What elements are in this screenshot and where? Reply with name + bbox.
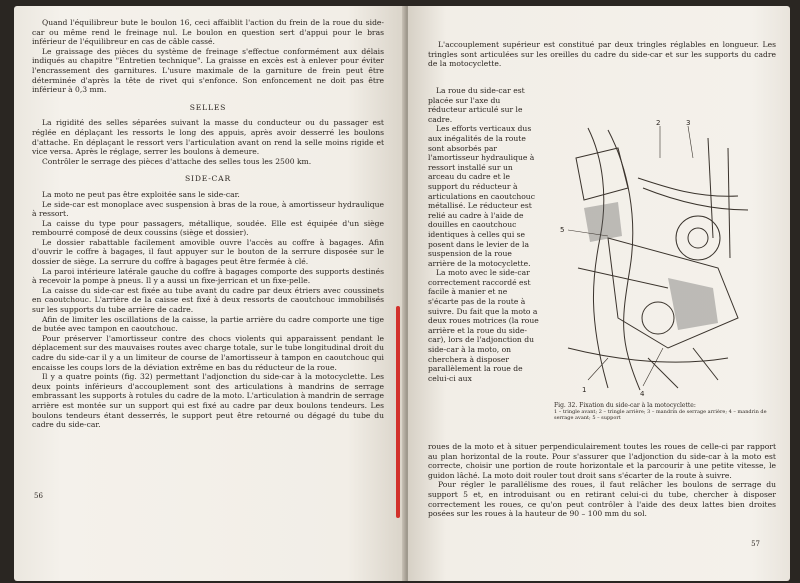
figure-caption <box>554 402 770 421</box>
paragraph: Pour régler le parallélisme des roues, il faut relâcher les boulons de serrage du support 5 et, en introduisant ou en retirant celui-ci du tube, chercher à disposer correctement les roues, ce qu'on peut contrôler à l'aide des deux lattes bien droites posées sur les roues à la hauteur de 90 – 100 mm du sol. <box>428 480 776 519</box>
paragraph: Les efforts verticaux dus aux inégalités de la route sont absorbés par l'amortisseur hydraulique à ressort installé sur un arceau du cadre et le support du réducteur à articulations en caoutchouc métallisé. Le réducteur est relié au cadre à l'aide de douilles en caoutchouc identiques à celles qui se posent dans le levier de la suspension de la roue arrière de la motocyclette. <box>428 124 535 268</box>
caption-title: Fig. 32. Fixation du side-car à la motocyclette: <box>554 402 696 409</box>
paragraph: La rigidité des selles séparées suivant la masse du conducteur ou du passager est réglée en déplaçant les ressorts le long des appuis, après avoir desserré les boulons d'attache. En déplaçant le ressort vers l'articulation avant on rend la selle moins rigide et vice versa. Après le réglage, serrer les boulons à demeure. <box>32 118 384 157</box>
intro-paragraph <box>428 40 776 69</box>
paragraph: La caisse du type pour passagers, métallique, soudée. Elle est équipée d'un siège rembourré composé de deux coussins (siège et dossier). <box>32 218 384 238</box>
right-page <box>408 6 790 581</box>
selles-section <box>32 118 384 166</box>
paragraph: Pour préserver l'amortisseur contre des chocs violents qui apparaissent pendant le déplacement sur des mauvaises routes avec charge totale, sur le tube longitudinal droit du cadre du side-car il y a un limiteur de course de l'amortisseur à tampon en caoutchouc qui encaisse les coups lors de la déviation extrême en bas du réducteur de la roue. <box>32 333 384 372</box>
page-number-right: 57 <box>751 540 760 548</box>
red-marker-line <box>396 306 400 518</box>
paragraph: Le dossier rabattable facilement amovible ouvre l'accès au coffre à bagages. Afin d'ouvrir le coffre à bagages, il faut appuyer sur le bouton de la serrure disposée sur le dossier de siège. La serrure du coffre à bagages peut être fermée à clé. <box>32 237 384 267</box>
brakes-section <box>32 18 384 95</box>
book-spread <box>14 6 790 581</box>
paragraph: L'accouplement supérieur est constitué par deux tringles réglables en longueur. Les tringles sont articulées sur les oreilles du cadre du side-car et sur les supports du cadre de la motocyclette. <box>428 40 776 69</box>
paragraph: La caisse du side-car est fixée au tube avant du cadre par deux étriers avec coussinets en caoutchouc. L'arrière de la caisse est fixé à deux ressorts de caoutchouc immobilisés sur les supports du tube arrière de cadre. <box>32 285 384 315</box>
paragraph: Il y a quatre points (fig. 32) permettant l'adjonction du side-car à la motocyclette. Les deux points inférieurs d'accouplement sont des articulations à mandrins de serrage embrassant les supports à rotules du cadre de la moto. L'articulation à mandrin de serrage arrière est montée sur un support qui est fixé au cadre par deux boulons tendeurs. Les boulons tendeurs étant desserrés, le support peut être retourné ou dégagé du tube du cadre du side-car. <box>32 372 384 430</box>
paragraph: La moto avec le side-car correctement raccordé est facile à manier et ne s'écarte pas de la route à suivre. Du fait que la moto a deux roues motrices (la roue arrière et la roue du side-car), lors de l'adjonction du side-car à la moto, on cherchera à disposer parallèlement la roue de celui-ci aux <box>428 268 539 383</box>
callout-label: 1 <box>582 386 587 394</box>
bottom-text <box>428 442 776 519</box>
paragraph: Quand l'équilibreur bute le boulon 16, ceci affaiblit l'action du frein de la roue du side-car ou même rend le freinage nul. Le boulon en question sert d'appui pour le bras inférieur de l'équilibreur en cas de câble cassé. <box>32 18 384 47</box>
paragraph: La paroi intérieure latérale gauche du coffre à bagages comporte des supports destinés à recevoir la pompe à pneus. Il y a aussi un fixe-jerrican et un fixe-pelle. <box>32 266 384 286</box>
callout-label: 4 <box>640 390 645 398</box>
paragraph: Afin de limiter les oscillations de la caisse, la partie arrière du cadre comporte une tige de butée avec tampon en caoutchouc. <box>32 314 384 334</box>
callout-label: 5 <box>560 226 565 234</box>
text-column <box>428 86 540 383</box>
callout-label: 3 <box>686 119 691 127</box>
left-page-text <box>32 18 384 430</box>
left-page <box>14 6 406 581</box>
callout-label: 2 <box>656 119 661 127</box>
section-heading-selles: SELLES <box>189 102 227 112</box>
paragraph: Contrôler le serrage des pièces d'attache des selles tous les 2500 km. <box>42 156 312 166</box>
caption-legend: 1 – tringle avant; 2 – tringle arrière; 3 – mandrin de serrage arrière; 4 – mandrin de serrage avant; 5 – support <box>554 409 767 421</box>
sidecar-attachment-figure <box>548 118 768 400</box>
paragraph: Le graissage des pièces du système de freinage s'effectue conformément aux délais indiqués au chapitre "Entretien technique". La graisse en excès est à enlever pour éviter l'encrassement des garnitures. L'usure maximale de la garniture de frein peut être déterminée d'après la tête de rivet qui s'enfonce. Son enfoncement ne doit pas être inférieur à 0,3 mm. <box>32 46 384 95</box>
paragraph: Le side-car est monoplace avec suspension à bras de la roue, à amortisseur hydraulique à ressort. <box>32 199 384 219</box>
paragraph: La moto ne peut pas être exploitée sans le side-car. <box>42 189 240 199</box>
side-car-section <box>32 190 384 430</box>
page-number-left: 56 <box>34 492 43 500</box>
section-heading-side-car: SIDE-CAR <box>185 174 231 184</box>
paragraph: La roue du side-car est placée sur l'axe du réducteur articulé sur le cadre. <box>428 86 525 124</box>
paragraph: roues de la moto et à situer perpendiculairement toutes les roues de celle-ci par rapport au plan horizontal de la route. Pour s'assurer que l'adjonction du side-car à la moto est correcte, choisir une portion de route horizontale et la parcourir à une petite vitesse, le guidon lâché. La moto doit rouler tout droit sans s'écarter de la route à suivre. <box>428 442 776 480</box>
